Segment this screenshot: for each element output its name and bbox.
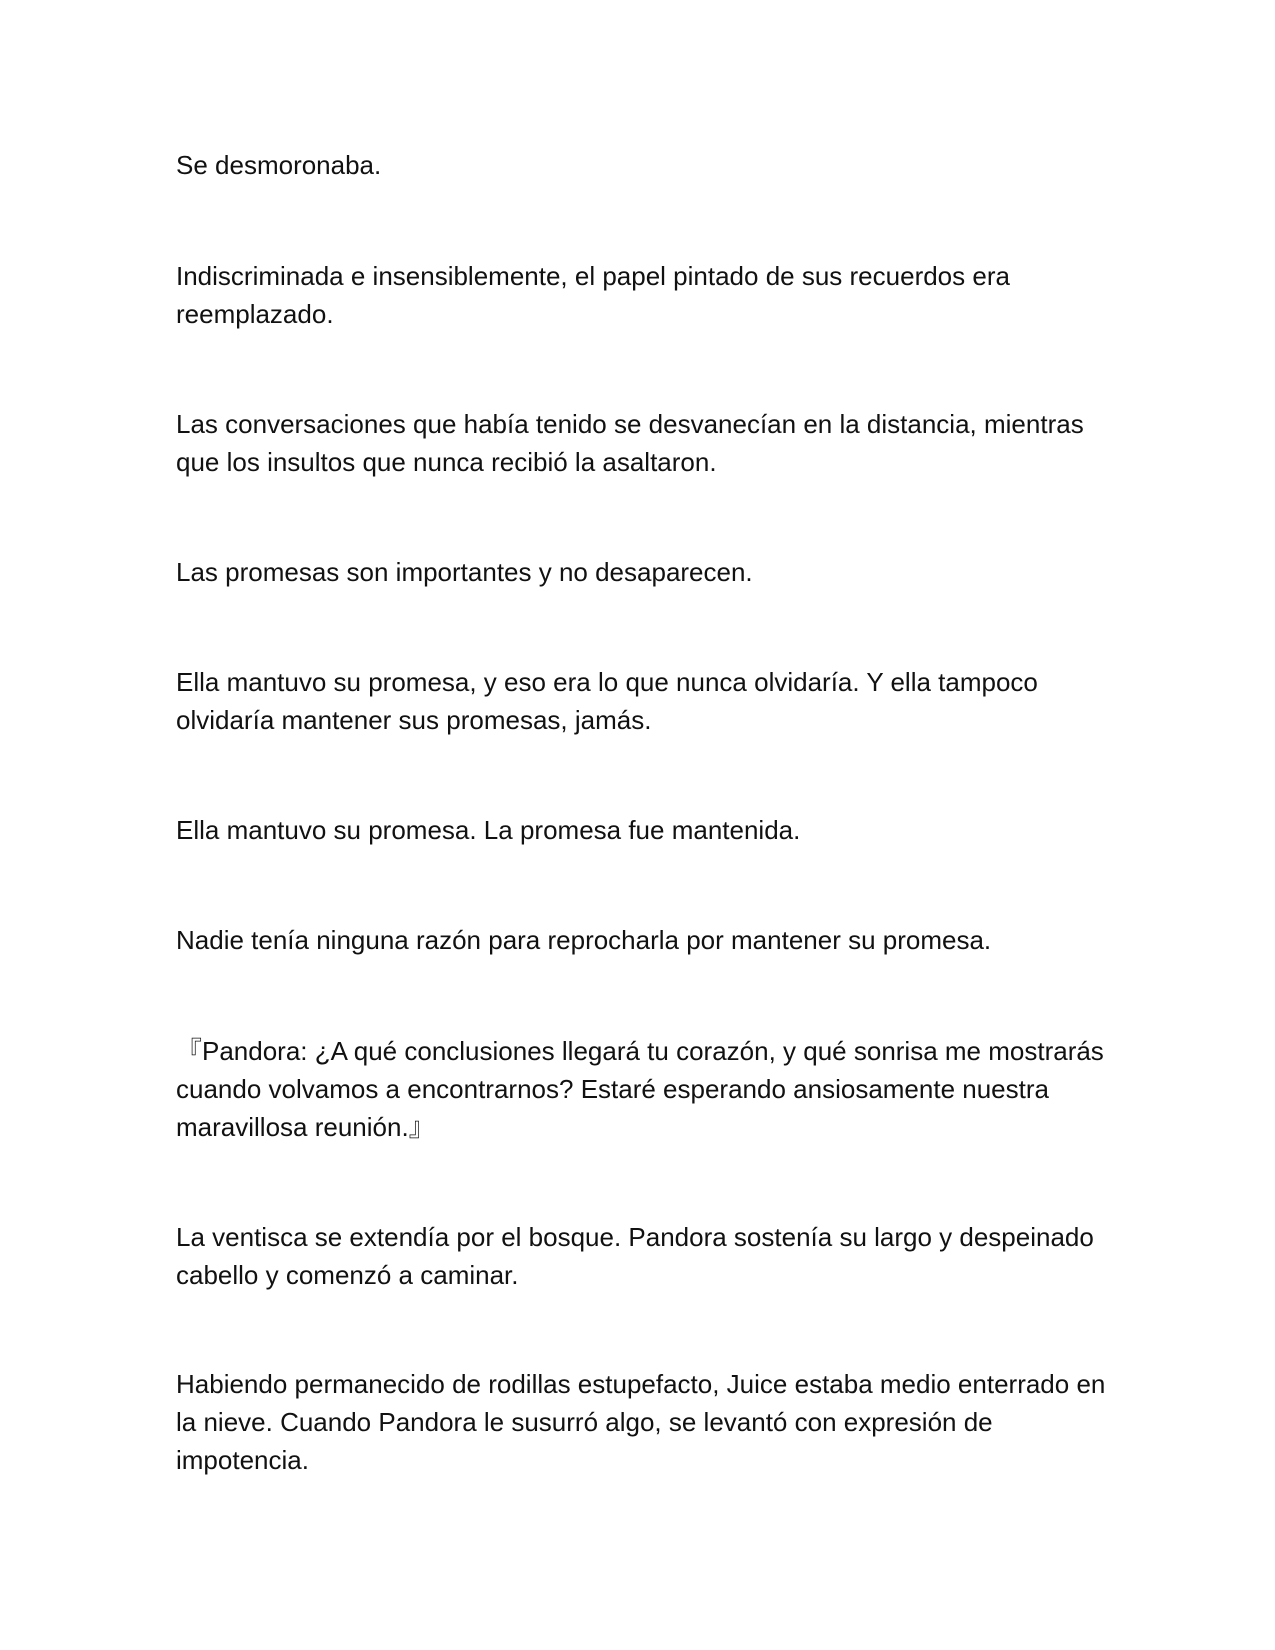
paragraph-7: Nadie tenía ninguna razón para reprocharla por mantener su promesa. [176, 925, 992, 955]
paragraph-4: Las promesas son importantes y no desaparecen. [176, 557, 753, 587]
paragraph-2: Indiscriminada e insensiblemente, el papel pintado de sus recuerdos era reemplazado. [176, 261, 1010, 329]
paragraph-1: Se desmoronaba. [176, 150, 382, 180]
paragraph-9: La ventisca se extendía por el bosque. Pandora sostenía su largo y despeinado cabello y comenzó a caminar. [176, 1222, 1094, 1290]
paragraph-6: Ella mantuvo su promesa. La promesa fue mantenida. [176, 815, 801, 845]
paragraph-8-quote: 『Pandora: ¿A qué conclusiones llegará tu corazón, y qué sonrisa me mostrarás cuando volvamos a encontrarnos? Estaré esperando ansiosamente nuestra maravillosa reunión.』 [176, 1036, 1104, 1142]
paragraph-5: Ella mantuvo su promesa, y eso era lo que nunca olvidaría. Y ella tampoco olvidaría mantener sus promesas, jamás. [176, 667, 1038, 735]
paragraph-3: Las conversaciones que había tenido se desvanecían en la distancia, mientras que los insultos que nunca recibió la asaltaron. [176, 409, 1084, 477]
paragraph-10: Habiendo permanecido de rodillas estupefacto, Juice estaba medio enterrado en la nieve. Cuando Pandora le susurró algo, se levantó con expresión de impotencia. [176, 1369, 1106, 1475]
